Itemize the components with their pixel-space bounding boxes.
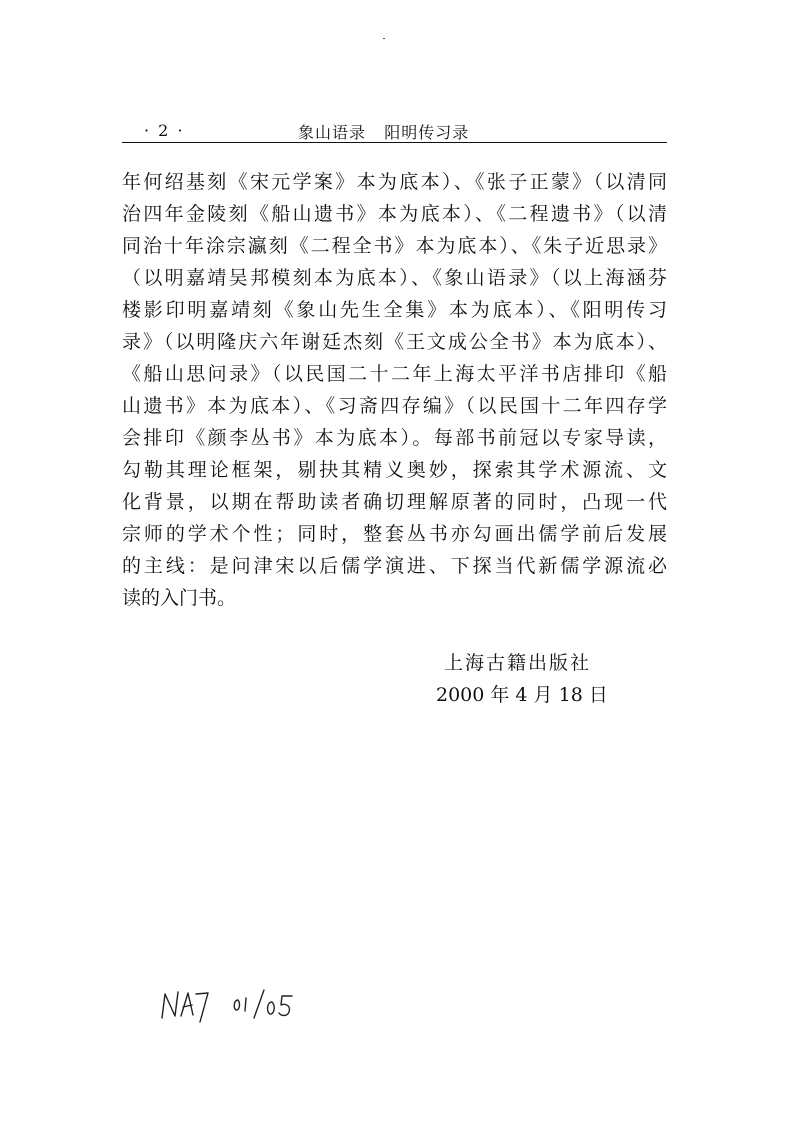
text-line: 化背景，以期在帮助读者确切理解原著的同时，凸现一代 xyxy=(122,491,667,513)
text-line: 《船山思问录》（以民国二十二年上海太平洋书店排印《船 xyxy=(122,363,667,385)
text-line: 山遗书》本为底本）、《习斋四存编》（以民国十二年四存学 xyxy=(122,395,667,417)
text-line: 同治十年涂宗瀛刻《二程全书》本为底本）、《朱子近思录》 xyxy=(122,235,667,257)
handwritten-note xyxy=(158,978,308,1028)
text-line: 宗师的学术个性；同时，整套丛书亦勾画出儒学前后发展 xyxy=(122,523,667,545)
running-title: 象山语录 阳明传习录 xyxy=(298,123,470,142)
publisher-name: 上海古籍出版社 xyxy=(444,652,592,674)
page-number: · 2 · xyxy=(144,121,185,140)
scan-speck xyxy=(383,38,385,39)
publication-date: 2000 年 4 月 18 日 xyxy=(436,684,608,706)
text-line: 楼影印明嘉靖刻《象山先生全集》本为底本）、《阳明传习 xyxy=(122,299,667,321)
text-line: 录》（以明隆庆六年谢廷杰刻《王文成公全书》本为底本）、 xyxy=(122,331,667,353)
text-line: 治四年金陵刻《船山遗书》本为底本）、《二程遗书》（以清 xyxy=(122,203,667,225)
text-line: 的主线：是问津宋以后儒学演进、下探当代新儒学源流必 xyxy=(122,555,667,577)
text-line: 会排印《颜李丛书》本为底本）。每部书前冠以专家导读， xyxy=(122,427,667,449)
body-text xyxy=(122,166,667,614)
running-header xyxy=(122,116,667,143)
text-line: 年何绍基刻《宋元学案》本为底本）、《张子正蒙》（以清同 xyxy=(122,171,667,193)
text-line: （以明嘉靖吴邦模刻本为底本）、《象山语录》（以上海涵芬 xyxy=(122,267,667,289)
text-line: 读的入门书。 xyxy=(122,587,237,609)
text-line: 勾勒其理论框架，剔抉其精义奥妙，探索其学术源流、文 xyxy=(122,459,667,481)
